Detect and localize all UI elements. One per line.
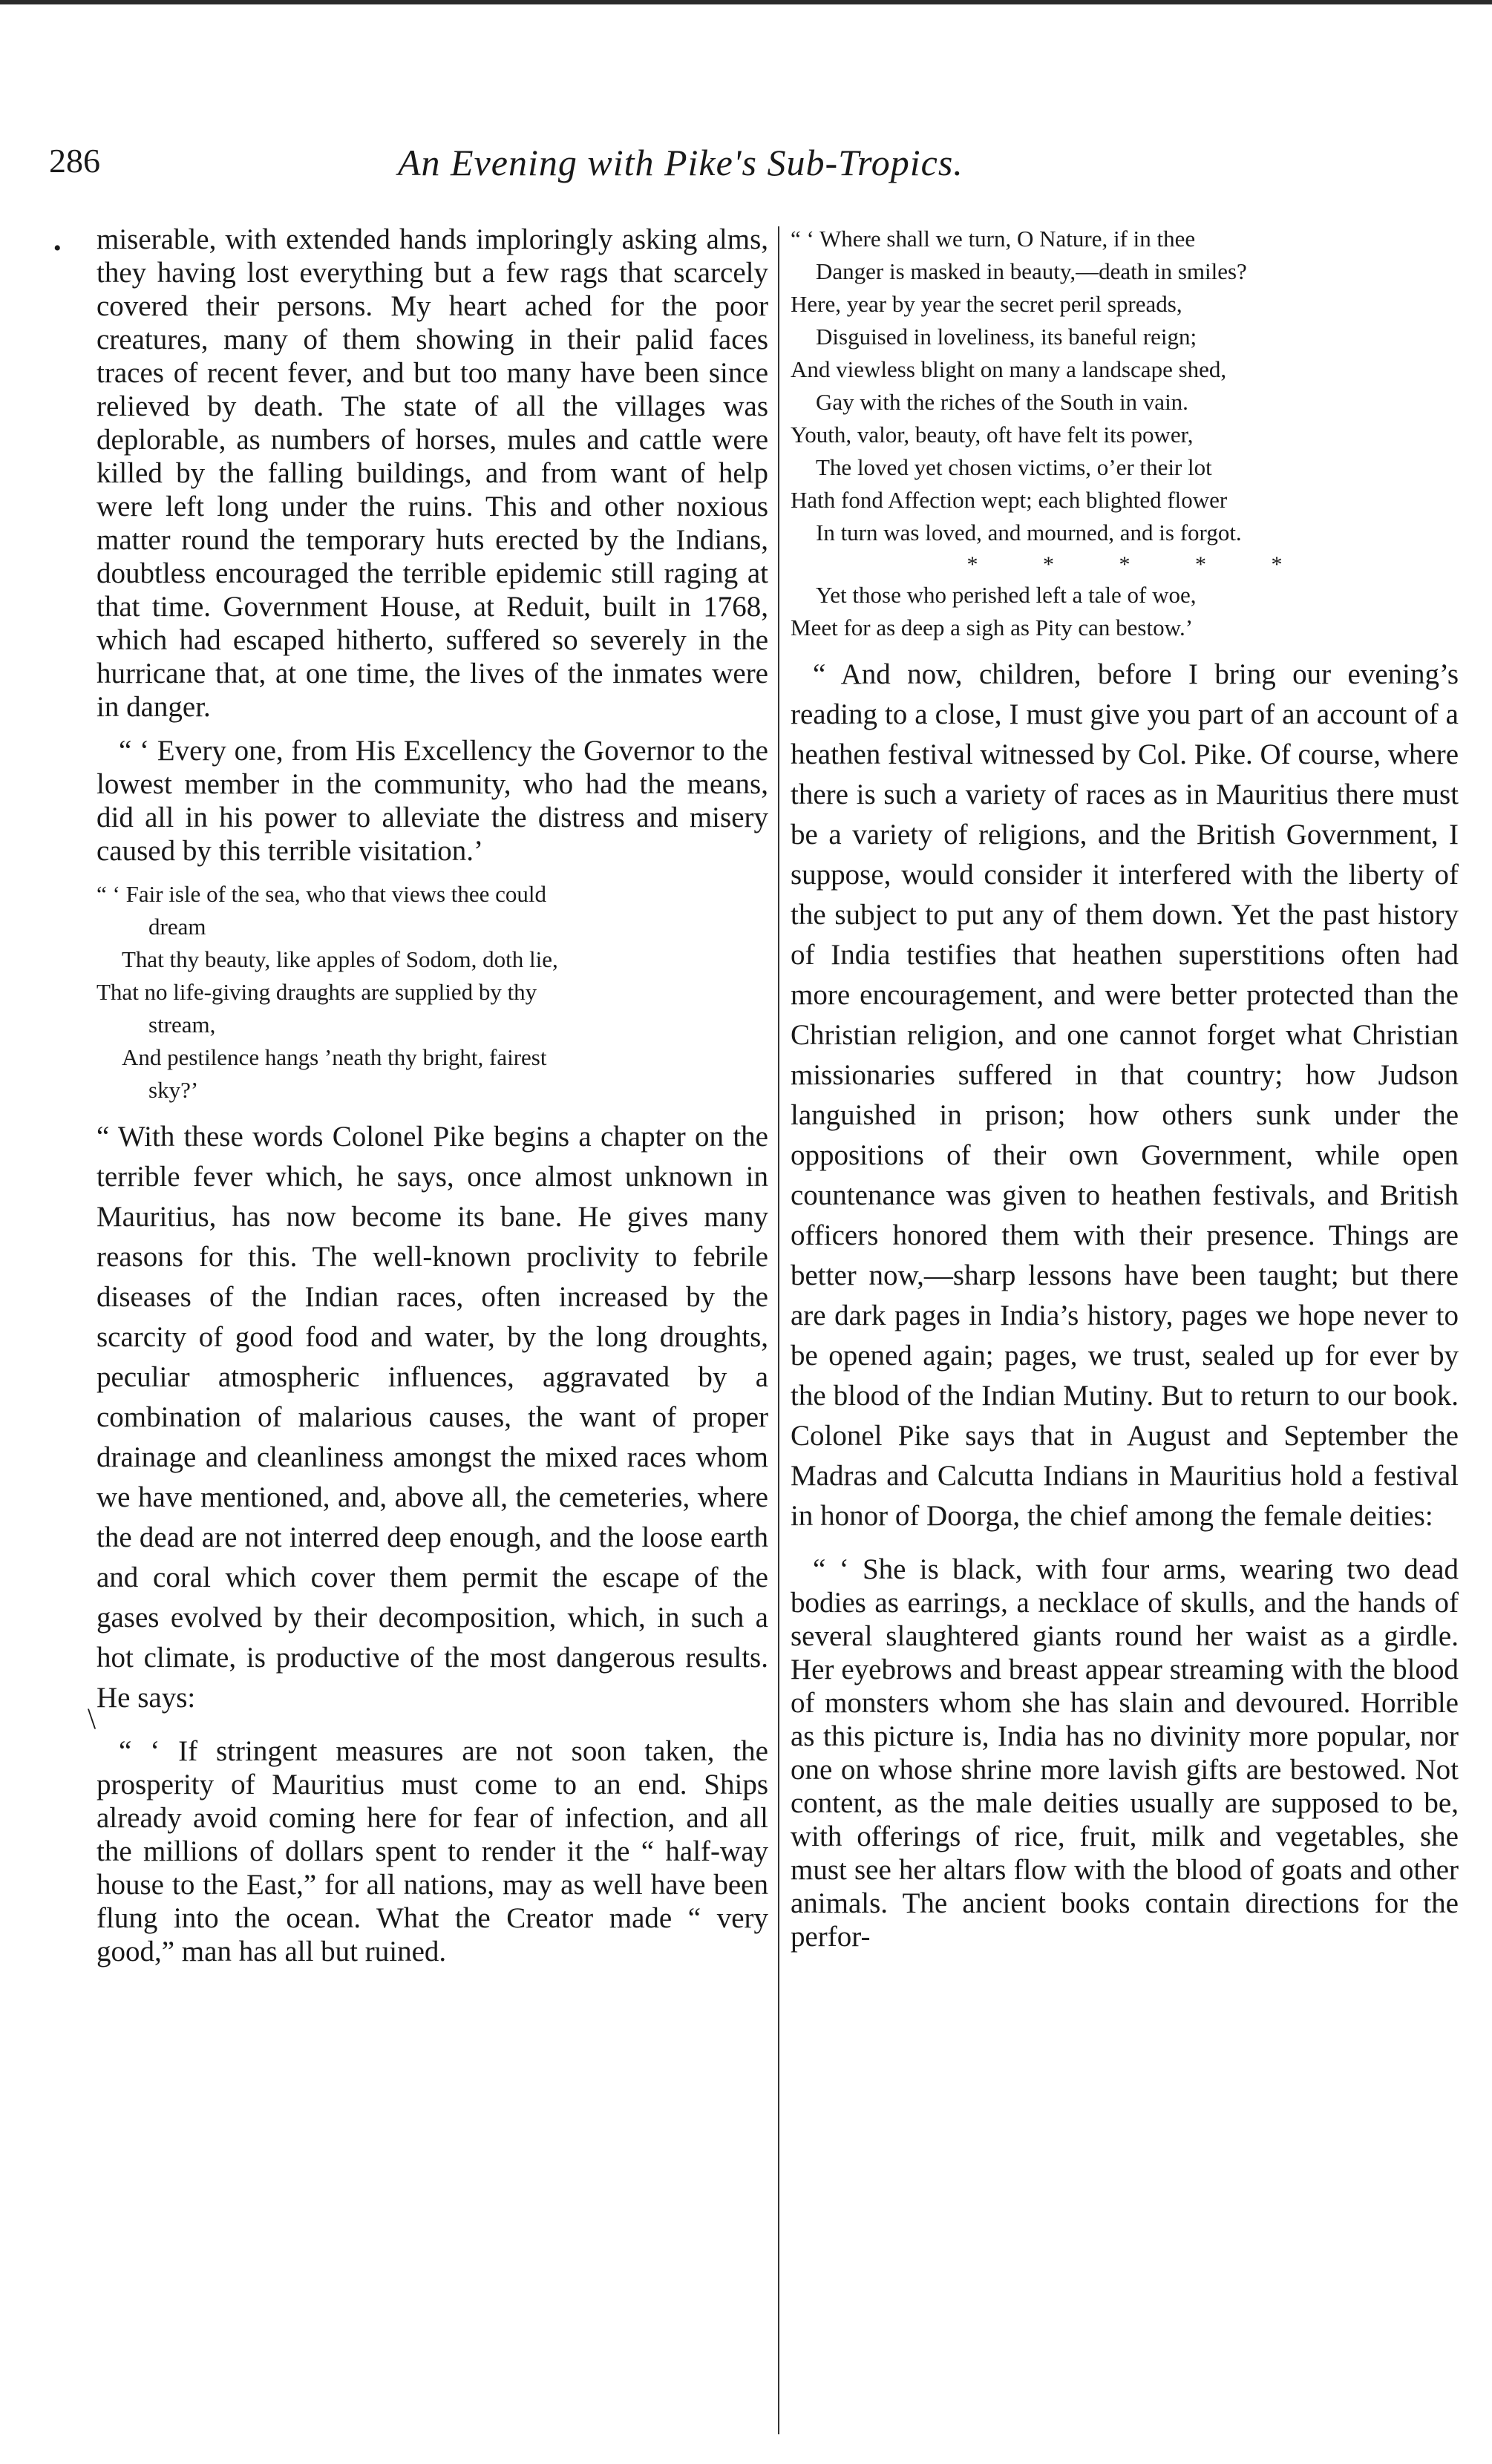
poem-line: “ ‘ Fair isle of the sea, who that views thee could xyxy=(96,881,547,907)
poem-line: Hath fond Affection wept; each blighted flower xyxy=(791,487,1228,513)
right-poem-2 xyxy=(791,579,1459,644)
running-title: An Evening with Pike's Sub-Tropics. xyxy=(398,142,963,183)
poem-line: Disguised in loveliness, its baneful reign; xyxy=(816,324,1197,350)
poem-line: In turn was loved, and mourned, and is forgot. xyxy=(816,520,1242,545)
left-paragraph-2: “ ‘ Every one, from His Excellency the Governor to the lowest member in the community, who had the means, did all in his power to alleviate the distress and misery caused by this terrible visitation.’ xyxy=(96,735,768,867)
left-paragraph-3: “ With these words Colonel Pike begins a chapter on the terrible fever which, he says, once almost unknown in Mauritius, has now become its bane. He gives many reasons for this. The well-known proclivity to febrile diseases of the Indian races, often increased by the scarcity of good food and water, by the long droughts, peculiar atmospheric influences, aggravated by a combination of malarious causes, the want of proper drainage and cleanliness amongst the mixed races whom we have mentioned, and, above all, the cemeteries, where the dead are not interred deep enough, and the loose earth and coral which cover them permit the escape of the gases evolved by their decomposition, which, in such a hot climate, is productive of the most dangerous results. He says: xyxy=(96,1121,768,1714)
page-number: 286 xyxy=(49,142,100,180)
poem-line: stream, xyxy=(148,1012,216,1038)
right-column xyxy=(791,223,1459,1953)
page-header xyxy=(49,141,1459,200)
poem-line: dream xyxy=(148,914,206,940)
poem-line: sky?’ xyxy=(148,1077,199,1103)
column-divider xyxy=(778,226,779,2434)
poem-line: And pestilence hangs ’neath thy bright, fairest xyxy=(122,1044,547,1070)
top-rule xyxy=(0,0,1492,4)
poem-line: Danger is masked in beauty,—death in smiles? xyxy=(816,258,1247,284)
left-paragraph-1: miserable, with extended hands imploringly asking alms, they having lost everything but a few rags that scarcely covered their persons. My heart ached for the poor creatures, many of them showing in their palid faces traces of recent fever, and but too many have been since relieved by death. The state of all the villages was deplorable, as numbers of horses, mules and cattle were killed by the falling buildings, and from want of help were left long under the ruins. This and other noxious matter round the temporary huts erected by the Indians, doubtless encouraged the terrible epidemic still raging at that time. Government House, at Reduit, built in 1768, which had escaped hitherto, suffered so severely in the hurricane that, at one time, the lives of the inmates were in danger. xyxy=(96,223,768,723)
right-paragraph-2: “ ‘ She is black, with four arms, wearing two dead bodies as earrings, a necklace of skulls, and the hands of several slaughtered giants round her waist as a girdle. Her eyebrows and breast appear streaming with the blood of monsters whom she has slain and devoured. Horrible as this picture is, India has no divinity more popular, nor one on whose shrine more lavish gifts are bestowed. Not content, as the male deities usually are supposed to be, with offerings of rice, fruit, milk and vegetables, she must see her altars flow with the blood of goats and other animals. The ancient books contain directions for the perfor- xyxy=(791,1553,1459,1953)
poem-line: Here, year by year the secret peril spreads, xyxy=(791,291,1182,317)
left-column xyxy=(96,223,768,1968)
left-poem xyxy=(96,878,768,1107)
margin-bullet-mark: • xyxy=(53,236,62,261)
right-poem-1 xyxy=(791,223,1459,549)
poem-line: And viewless blight on many a landscape shed, xyxy=(791,356,1227,382)
poem-line: That no life-giving draughts are supplied by thy xyxy=(96,979,537,1005)
poem-line: That thy beauty, like apples of Sodom, doth lie, xyxy=(122,946,558,972)
margin-backslash-mark: \ xyxy=(88,1702,96,1735)
poem-line: Youth, valor, beauty, oft have felt its power, xyxy=(791,422,1194,448)
section-stars: * * * * * xyxy=(966,552,1312,577)
poem-line: Yet those who perished left a tale of woe, xyxy=(816,582,1197,608)
poem-line: Gay with the riches of the South in vain. xyxy=(816,389,1188,415)
left-paragraph-4: “ ‘ If stringent measures are not soon taken, the prosperity of Mauritius must come to an end. Ships already avoid coming here for fear of infection, and all the millions of dollars spent to render it the “ half-way house to the East,” for all nations, may as well have been flung into the ocean. What the Creator made “ very good,” man has all but ruined. xyxy=(96,1735,768,1967)
right-paragraph-1: “ And now, children, before I bring our evening’s reading to a close, I must give you part of an account of a heathen festival witnessed by Col. Pike. Of course, where there is such a variety of races as in Mauritius there must be a variety of religions, and the British Government, I suppose, would consider it interfered with the liberty of the subject to put any of them down. Yet the past history of India testifies that heathen superstitions often had more encouragement, and were better protected than the Christian religion, and one cannot forget what Christian missionaries suffered in that country; how Judson languished in prison; how others sunk under the oppositions of their own Government, while open countenance was given to heathen festivals, and British officers honored them with their presence. Things are better now,—sharp lessons have been taught; but there are dark pages in India’s history, pages we hope never to be opened again; pages, we trust, sealed up for ever by the blood of the Indian Mutiny. But to return to our book. Colonel Pike says that in August and September the Madras and Calcutta Indians in Mauritius hold a festival in honor of Doorga, the chief among the female deities: xyxy=(791,658,1459,1532)
poem-line: The loved yet chosen victims, o’er their lot xyxy=(816,454,1212,480)
poem-line: Meet for as deep a sigh as Pity can bestow.’ xyxy=(791,615,1194,640)
poem-line: “ ‘ Where shall we turn, O Nature, if in thee xyxy=(791,226,1196,252)
